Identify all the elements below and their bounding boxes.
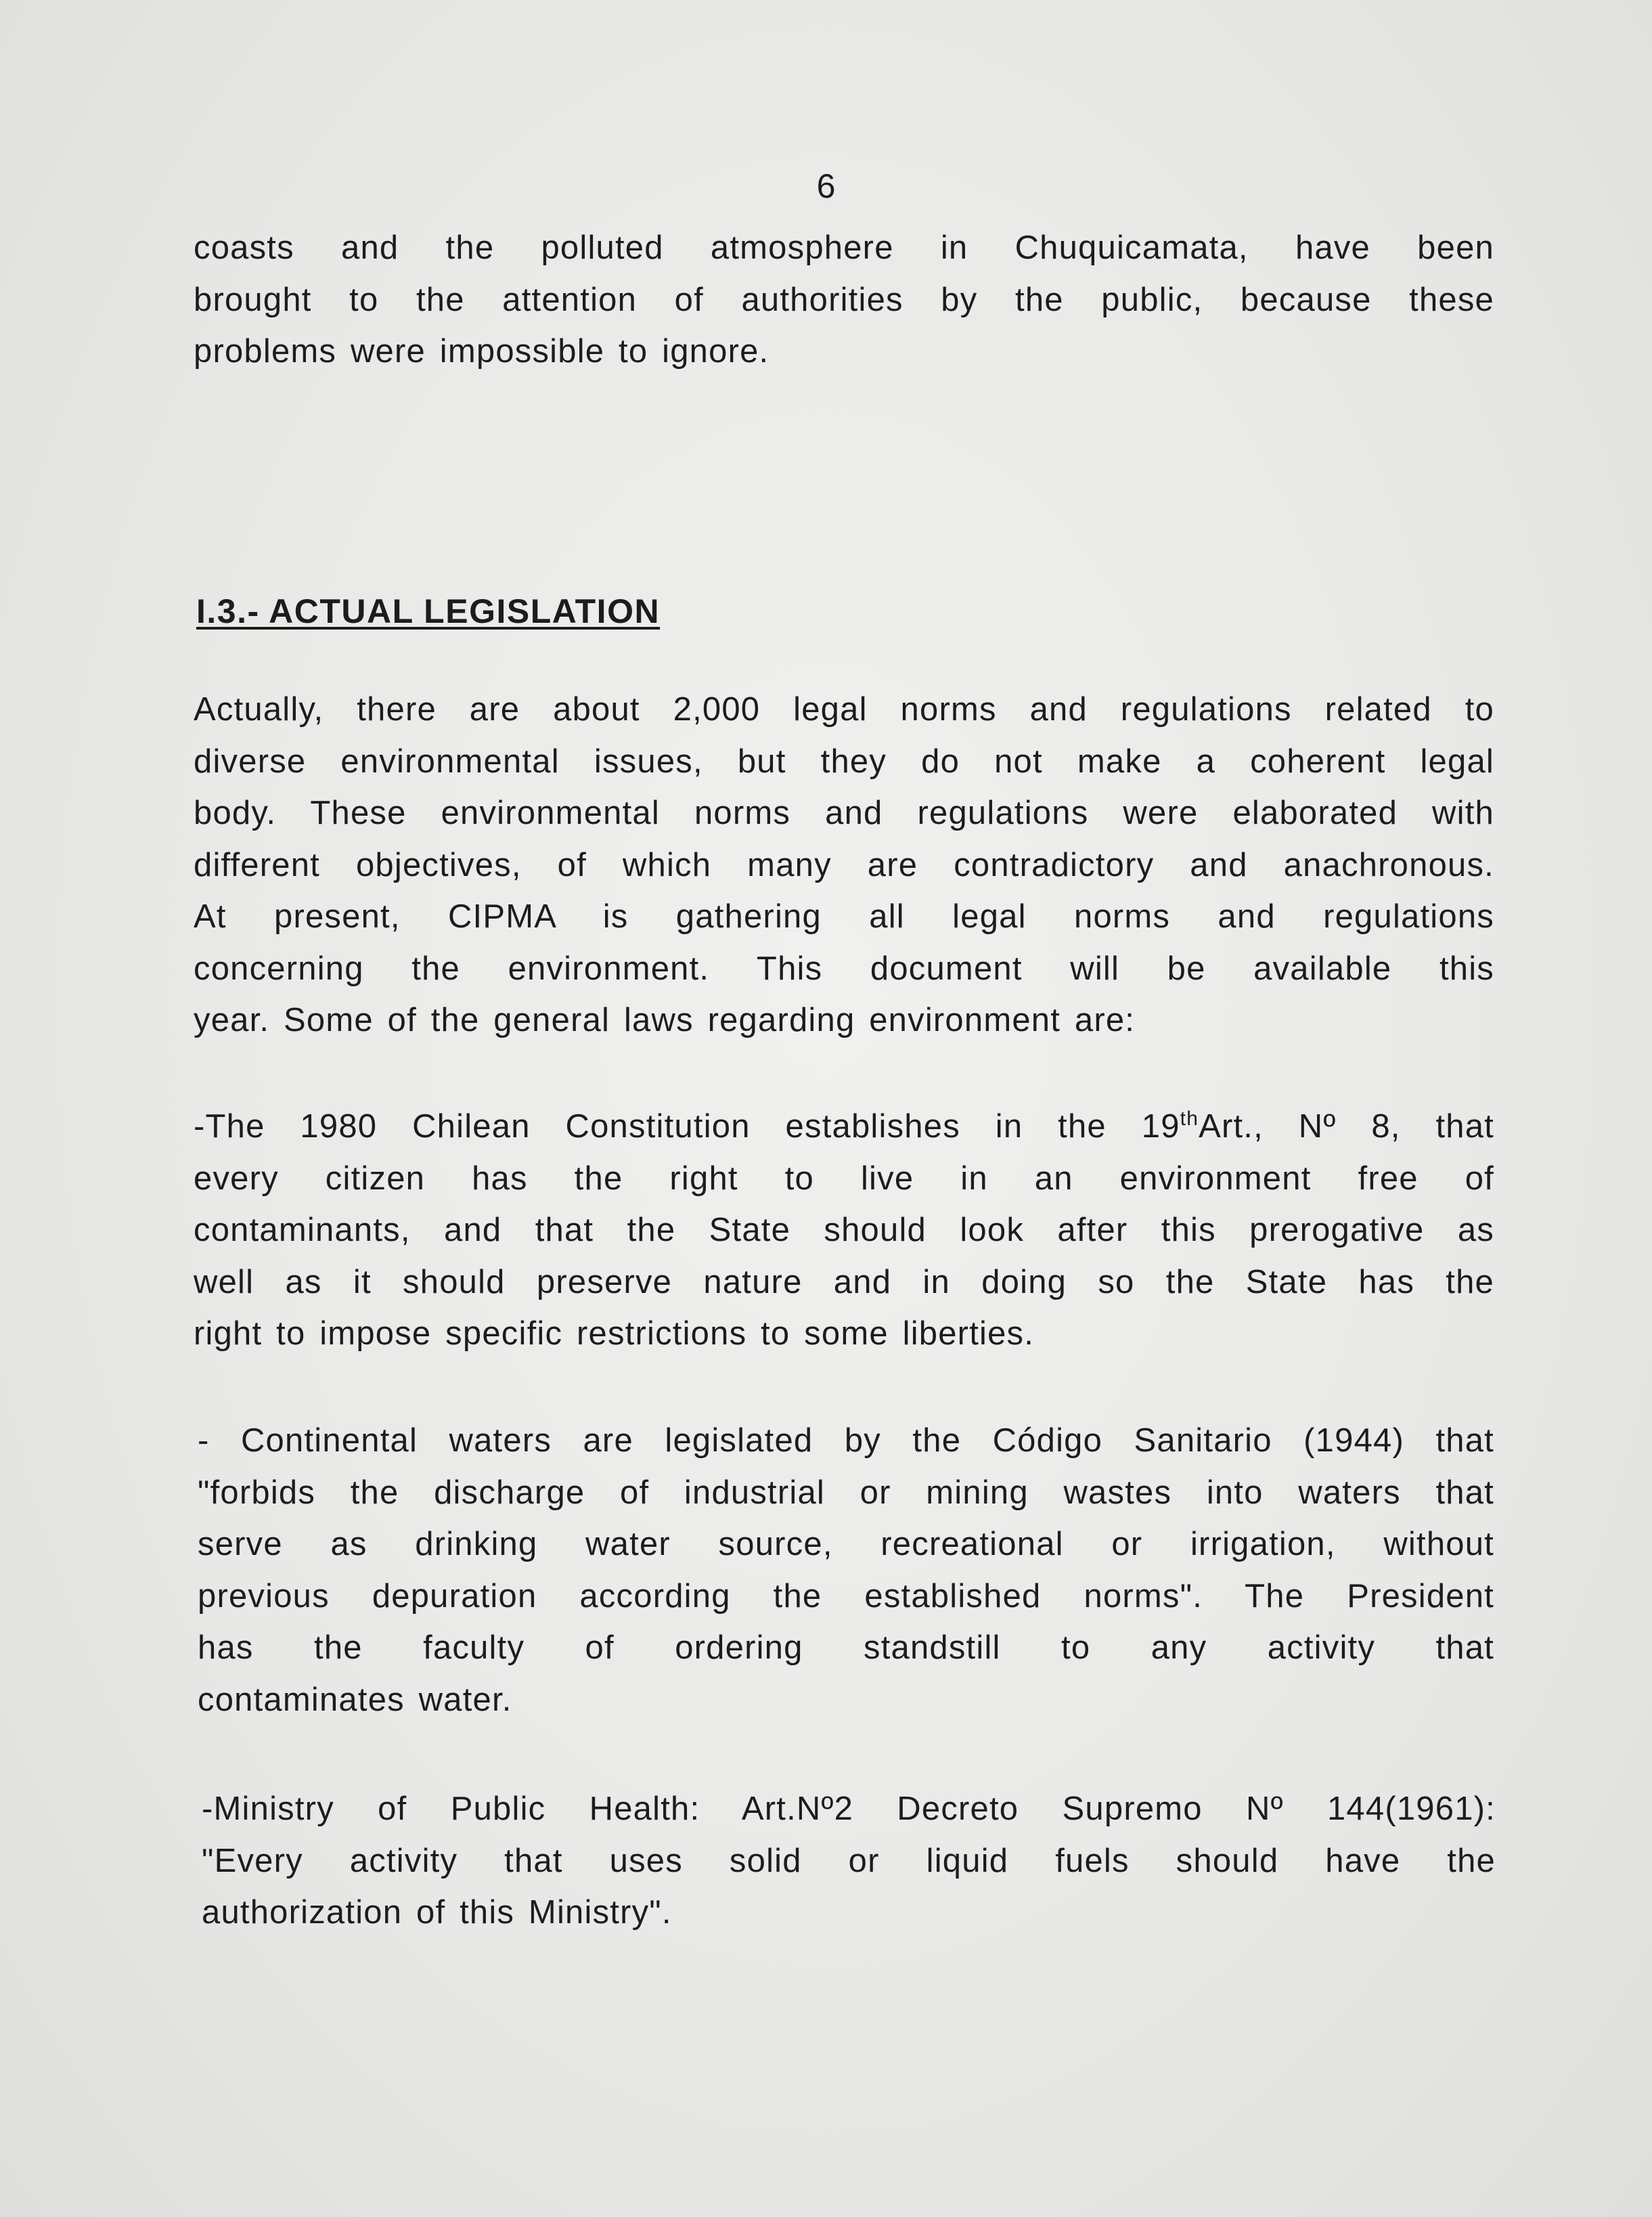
text-line: different objectives, of which many are contradictory and anachronous.: [194, 846, 1494, 883]
constitution-line-start: -The 1980 Chilean Constitution establishes in the 19: [194, 1108, 1180, 1145]
text-line: has the faculty of ordering standstill to any activity that: [198, 1629, 1494, 1666]
text-line: Actually, there are about 2,000 legal norms and regulations related to: [194, 691, 1494, 728]
text-line: problems were impossible to ignore.: [194, 333, 769, 370]
constitution-line-end: Art., Nº 8, that: [1199, 1108, 1494, 1145]
text-line: right to impose specific restrictions to some liberties.: [194, 1315, 1035, 1352]
text-line: every citizen has the right to live in an environment free of: [194, 1160, 1494, 1197]
text-line: "forbids the discharge of industrial or mining wastes into waters that: [198, 1474, 1494, 1511]
paragraph-constitution: [194, 1101, 1494, 1360]
text-line: "Every activity that uses solid or liquid fuels should have the: [202, 1842, 1496, 1879]
text-line: - Continental waters are legislated by the Código Sanitario (1944) that: [198, 1422, 1494, 1459]
superscript-th: th: [1180, 1107, 1199, 1130]
text-line: serve as drinking water source, recreational or irrigation, without: [198, 1526, 1494, 1562]
text-line: body. These environmental norms and regulations were elaborated with: [194, 795, 1494, 831]
text-line: authorization of this Ministry".: [202, 1894, 672, 1931]
paragraph-ministry: [202, 1783, 1496, 1939]
text-line: concerning the environment. This document will be available this: [194, 950, 1494, 987]
text-line: year. Some of the general laws regarding environment are:: [194, 1002, 1136, 1038]
paragraph-waters: [198, 1415, 1494, 1726]
text-line: brought to the attention of authorities by the public, because these: [194, 281, 1494, 318]
text-line: diverse environmental issues, but they do not make a coherent legal: [194, 743, 1494, 780]
text-line: At present, CIPMA is gathering all legal norms and regulations: [194, 898, 1494, 935]
text-line: coasts and the polluted atmosphere in Chuquicamata, have been: [194, 229, 1494, 266]
text-line: contaminates water.: [198, 1681, 512, 1718]
text-line: well as it should preserve nature and in doing so the State has the: [194, 1263, 1494, 1300]
page-number: 6: [816, 167, 836, 205]
text-line: [194, 1101, 1494, 1153]
text-line: -Ministry of Public Health: Art.Nº2 Decreto Supremo Nº 144(1961):: [202, 1791, 1496, 1827]
paragraph-actually: [194, 684, 1494, 1047]
section-heading: I.3.- ACTUAL LEGISLATION: [196, 592, 661, 630]
text-line: contaminants, and that the State should look after this prerogative as: [194, 1212, 1494, 1248]
paragraph-intro: [194, 222, 1494, 378]
text-line: previous depuration according the established norms". The President: [198, 1577, 1494, 1615]
